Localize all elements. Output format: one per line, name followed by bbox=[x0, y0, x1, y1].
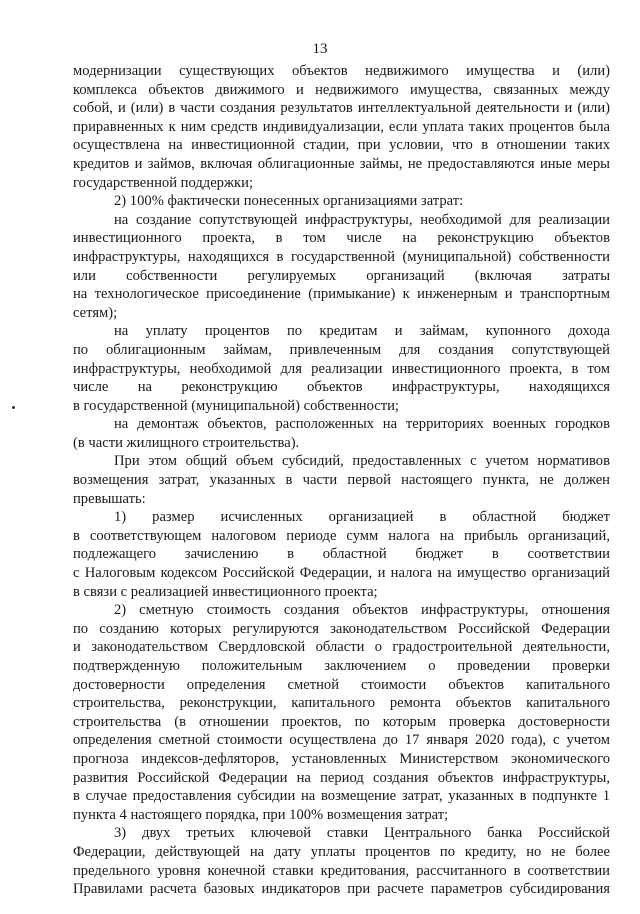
document-body bbox=[73, 62, 610, 899]
text-line: При этом общий объем субсидий, предоставленных с учетом нормативов bbox=[114, 453, 610, 470]
text-line: предельного уровня конечной ставки кредитования, рассчитанного в соответствии bbox=[73, 862, 610, 879]
text-line: с Налоговым кодексом Российской Федерации, и налога на имущество организаций bbox=[73, 565, 610, 582]
text-line: модернизации существующих объектов недвижимого имущества и (или) bbox=[73, 63, 610, 79]
text-line: 1) размер исчисленных организацией в областной бюджет bbox=[114, 509, 610, 526]
page-number: 13 bbox=[312, 41, 328, 57]
text-line: пункта 4 настоящего порядка, при 100% возмещения затрат; bbox=[73, 806, 449, 823]
text-line: инвестиционного проекта, в том числе на реконструкцию объектов bbox=[73, 230, 610, 247]
text-line: на уплату процентов по кредитам и займам, купонного дохода bbox=[114, 323, 610, 340]
text-line: или собственности регулируемых организаций (включая затраты bbox=[73, 267, 610, 284]
text-line: строительства (в отношении проектов, по которым проверка достоверности bbox=[73, 713, 610, 730]
text-line: определения сметной стоимости осуществлена до 17 января 2020 года), с учетом bbox=[73, 732, 610, 749]
text-line: инфраструктуры, находящихся в государственной (муниципальной) собственности bbox=[73, 248, 610, 265]
text-line: по созданию которых регулируются законодательством Российской Федерации bbox=[73, 620, 610, 637]
text-line: в связи с реализацией инвестиционного проекта; bbox=[73, 583, 378, 600]
text-line: государственной поддержки; bbox=[73, 174, 254, 191]
text-line: 2) сметную стоимость создания объектов инфраструктуры, отношения bbox=[114, 602, 610, 619]
text-line: и законодательством Свердловской области о градостроительной деятельности, bbox=[73, 639, 610, 656]
text-line: достоверности определения сметной стоимости объектов капитального bbox=[73, 676, 610, 693]
text-line: инфраструктуры, необходимой для реализации инвестиционного проекта, в том bbox=[73, 360, 610, 377]
text-line: возмещения затрат, указанных в части первой настоящего пункта, не должен bbox=[73, 472, 610, 489]
text-line: осуществлена на инвестиционной стадии, при условии, что в отношении таких bbox=[73, 137, 610, 154]
text-line: по облигационным займам, привлеченным для создания сопутствующей bbox=[73, 341, 610, 358]
text-line: развития Российской Федерации на период создания объектов инфраструктуры, bbox=[73, 769, 610, 786]
text-line: собой, и (или) в части создания результатов интеллектуальной деятельности и (или) bbox=[73, 100, 610, 117]
text-line: превышать: bbox=[73, 490, 146, 507]
text-line: на создание сопутствующей инфраструктуры, необходимой для реализации bbox=[114, 211, 610, 228]
text-line: сетям); bbox=[73, 304, 118, 321]
text-line: подлежащего зачислению в областной бюджет в соответствии bbox=[73, 546, 610, 563]
text-line: Федерации, действующей на дату уплаты процентов по кредиту, но не более bbox=[73, 843, 610, 860]
scan-speck bbox=[12, 406, 15, 409]
text-line: строительства, реконструкции, капитального ремонта объектов капитального bbox=[73, 695, 610, 712]
text-line: числе на реконструкцию объектов инфраструктуры, находящихся bbox=[73, 379, 610, 396]
text-line: (в части жилищного строительства). bbox=[73, 434, 300, 451]
text-line: подтвержденную положительным заключением о проведении проверки bbox=[73, 658, 610, 674]
text-line: прогноза индексов-дефляторов, установленных Министерством экономического bbox=[73, 750, 610, 767]
text-line: Правилами расчета базовых индикаторов при расчете параметров субсидирования bbox=[73, 881, 610, 898]
text-line: кредитов и займов, включая облигационные займы, не предоставляются иные меры bbox=[73, 155, 610, 172]
text-line: 2) 100% фактически понесенных организациями затрат: bbox=[114, 193, 464, 210]
text-line: в соответствующем налоговом периоде сумм налога на прибыль организаций, bbox=[73, 527, 610, 544]
text-line: комплекса объектов движимого и недвижимого имущества, связанных между bbox=[73, 81, 610, 98]
text-line: 3) двух третьих ключевой ставки Центрального банка Российской bbox=[114, 825, 610, 842]
text-line: в случае предоставления субсидии на возмещение затрат, указанных в подпункте 1 bbox=[73, 788, 610, 805]
text-line: на демонтаж объектов, расположенных на территориях военных городков bbox=[114, 416, 610, 433]
text-line: в государственной (муниципальной) собственности; bbox=[73, 397, 399, 414]
text-line: приравненных к ним средств индивидуализации, если уплата таких процентов была bbox=[73, 118, 610, 135]
text-line: на технологическое присоединение (примыкание) к инженерным и транспортным bbox=[73, 286, 610, 303]
